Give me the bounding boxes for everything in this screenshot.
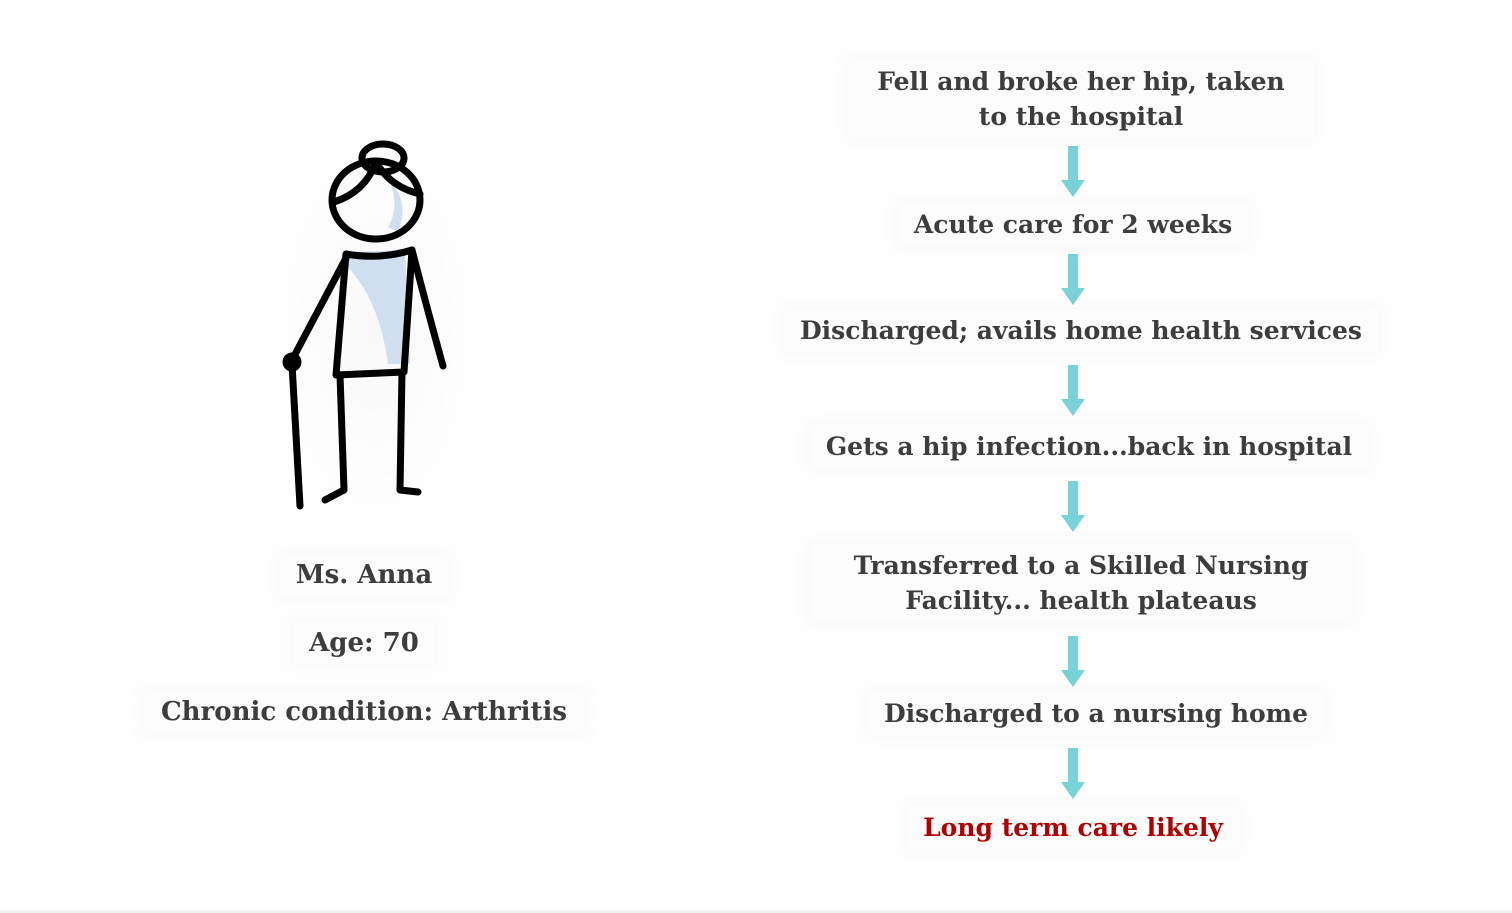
down-arrow-icon	[1061, 365, 1085, 417]
timeline-step-4: Gets a hip infection...back in hospital	[810, 425, 1368, 468]
down-arrow-icon	[1061, 481, 1085, 533]
timeline-step-1: Fell and broke her hip, taken to the hospital	[849, 60, 1313, 138]
person-name: Ms. Anna	[280, 554, 448, 596]
timeline-step-6: Discharged to a nursing home	[868, 692, 1324, 735]
down-arrow-icon	[1061, 636, 1085, 688]
elderly-woman-with-cane-icon	[270, 132, 480, 532]
down-arrow-icon	[1061, 146, 1085, 198]
person-condition: Chronic condition: Arthritis	[145, 691, 583, 733]
timeline-step-final: Long term care likely	[907, 806, 1239, 849]
down-arrow-icon	[1061, 748, 1085, 800]
timeline-step-5: Transferred to a Skilled Nursing Facility... health plateaus	[810, 544, 1352, 622]
timeline-step-3: Discharged; avails home health services	[784, 309, 1378, 352]
down-arrow-icon	[1061, 254, 1085, 306]
timeline-step-2: Acute care for 2 weeks	[898, 203, 1248, 246]
person-age: Age: 70	[293, 622, 435, 664]
